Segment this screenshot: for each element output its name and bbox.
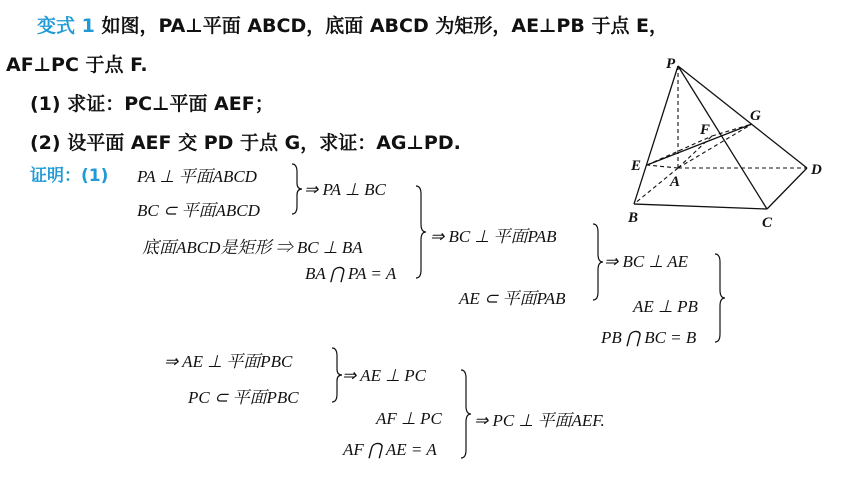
problem-line-1: [37, 11, 668, 38]
b1-result: ⇒ PA ⊥ BC: [304, 180, 386, 199]
b6-line3: AF ⋂ AE = A: [343, 440, 437, 459]
b1-line1: PA ⊥ 平面ABCD: [137, 167, 257, 186]
point-label-E: E: [631, 158, 642, 174]
b6-result: ⇒ PC ⊥ 平面AEF.: [474, 411, 605, 430]
problem-text-1: 如图，PA⊥平面 ABCD，底面 ABCD 为矩形，AE⊥PB 于点 E，: [101, 15, 669, 37]
b4-line2: AE ⊥ PB: [633, 297, 698, 316]
brace-2: [414, 184, 428, 280]
proof-label: 证明：(1): [30, 166, 109, 186]
problem-title: 变式 1: [37, 15, 95, 37]
b5-line1: ⇒ AE ⊥ 平面PBC: [164, 352, 293, 371]
edge-AG: [678, 124, 752, 168]
b2-line3: 底面ABCD是矩形 ⇒ BC ⊥ BA: [142, 238, 363, 257]
point-label-P: P: [666, 56, 676, 72]
b5-line2: PC ⊂ 平面PBC: [188, 388, 299, 407]
b4-line3: PB ⋂ BC = B: [601, 328, 697, 347]
edge-AE: [647, 165, 678, 168]
edge-PC: [678, 66, 767, 209]
edge-BC: [634, 204, 767, 209]
pyramid-figure: [620, 52, 830, 232]
point-label-F: F: [700, 122, 711, 138]
brace-1: [290, 162, 304, 216]
question-1: (1) 求证：PC⊥平面 AEF；: [30, 93, 274, 115]
b2-line4: BA ⋂ PA = A: [305, 264, 397, 283]
brace-6: [459, 368, 473, 460]
problem-line-2: AF⊥PC 于点 F.: [6, 54, 148, 76]
point-label-D: D: [811, 162, 822, 178]
edge-CD: [767, 168, 807, 209]
b1-line2: BC ⊂ 平面ABCD: [137, 201, 260, 220]
point-label-B: B: [628, 210, 639, 226]
b3-line2: AE ⊂ 平面PAB: [459, 289, 566, 308]
edge-PD: [678, 66, 807, 168]
b5-result: ⇒ AE ⊥ PC: [342, 366, 426, 385]
b3-result: ⇒ BC ⊥ AE: [604, 252, 688, 271]
question-2: (2) 设平面 AEF 交 PD 于点 G，求证：AG⊥PD.: [30, 132, 461, 154]
b6-line2: AF ⊥ PC: [376, 409, 442, 428]
point-label-G: G: [750, 108, 761, 124]
point-label-C: C: [762, 215, 773, 231]
b2-result: ⇒ BC ⊥ 平面PAB: [430, 227, 557, 246]
brace-4: [713, 252, 727, 344]
brace-3: [591, 222, 605, 302]
edge-EF: [647, 136, 712, 165]
edge-AF: [678, 136, 712, 168]
point-label-A: A: [670, 174, 681, 190]
